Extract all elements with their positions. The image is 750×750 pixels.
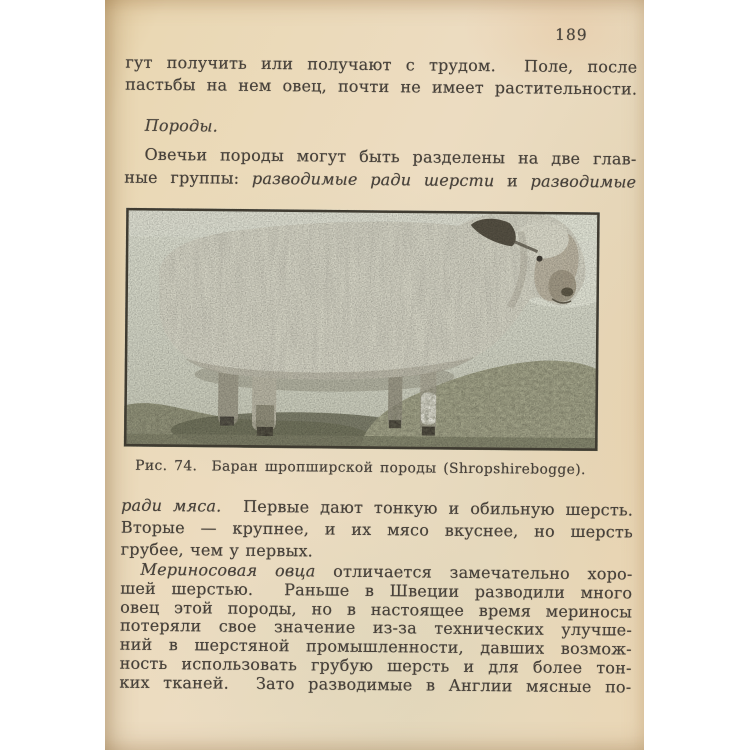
text-line: ний в шерстяной промышленности, давших возмож- bbox=[119, 634, 632, 659]
caption-spacer bbox=[197, 458, 211, 474]
paragraph-breeds bbox=[124, 143, 636, 194]
photo-scene bbox=[124, 208, 600, 452]
text-segment: и bbox=[494, 171, 531, 191]
paragraph-merino bbox=[119, 561, 632, 697]
figure-caption bbox=[123, 458, 597, 479]
text-segment-italic: Мериносовая овца bbox=[140, 559, 316, 581]
sheep-photo bbox=[124, 208, 600, 452]
text-line: шей шерстью. Раньше в Швеции разводили много bbox=[120, 578, 633, 603]
figure-photo bbox=[124, 208, 600, 452]
text-segment: ные группы: bbox=[124, 167, 253, 188]
page-number: 189 bbox=[555, 25, 588, 45]
text-line: Вторые — крупнее, и их мясо вкуснее, но шерсть bbox=[120, 517, 634, 542]
text-line: ких тканей. Зато разводимые в Англии мясные по- bbox=[119, 672, 632, 697]
page-content bbox=[98, 0, 644, 750]
text-segment-italic: разводимые bbox=[530, 171, 637, 192]
text-line: пастьбы на нем овец, почти не имеет растительности. bbox=[125, 74, 638, 99]
text-line: ность использовать грубую шерсть и для более тон- bbox=[119, 653, 632, 678]
text-line: грубее, чем у первых. bbox=[120, 539, 314, 561]
paragraph-wool-meat bbox=[121, 495, 634, 565]
section-heading: Породы. bbox=[144, 115, 219, 136]
text-line: овец этой породы, но в настоящее время мериносы bbox=[120, 597, 633, 622]
text-segment: отличается замечательно хоро- bbox=[315, 561, 633, 584]
photo-grain bbox=[124, 208, 600, 452]
paragraph-continuation bbox=[125, 52, 637, 100]
text-line: гут получить или получают с трудом. Поле, после bbox=[125, 52, 638, 77]
text-line: потеряли свое значение из-за технических улучше- bbox=[119, 615, 633, 640]
caption-label: Рис. 74. bbox=[135, 457, 198, 475]
text-segment: Первые дают тонкую и обильную шерсть. bbox=[221, 496, 634, 520]
book-page bbox=[105, 0, 644, 750]
text-line: Овечьи породы могут быть разделены на две глав- bbox=[144, 144, 637, 169]
text-segment-italic: ради мяса. bbox=[121, 495, 222, 516]
caption-text: Баран шропширской породы (Shropshirebogge). bbox=[211, 458, 586, 479]
text-line bbox=[124, 166, 636, 194]
text-segment-italic: разводимые ради шерсти bbox=[251, 168, 495, 191]
